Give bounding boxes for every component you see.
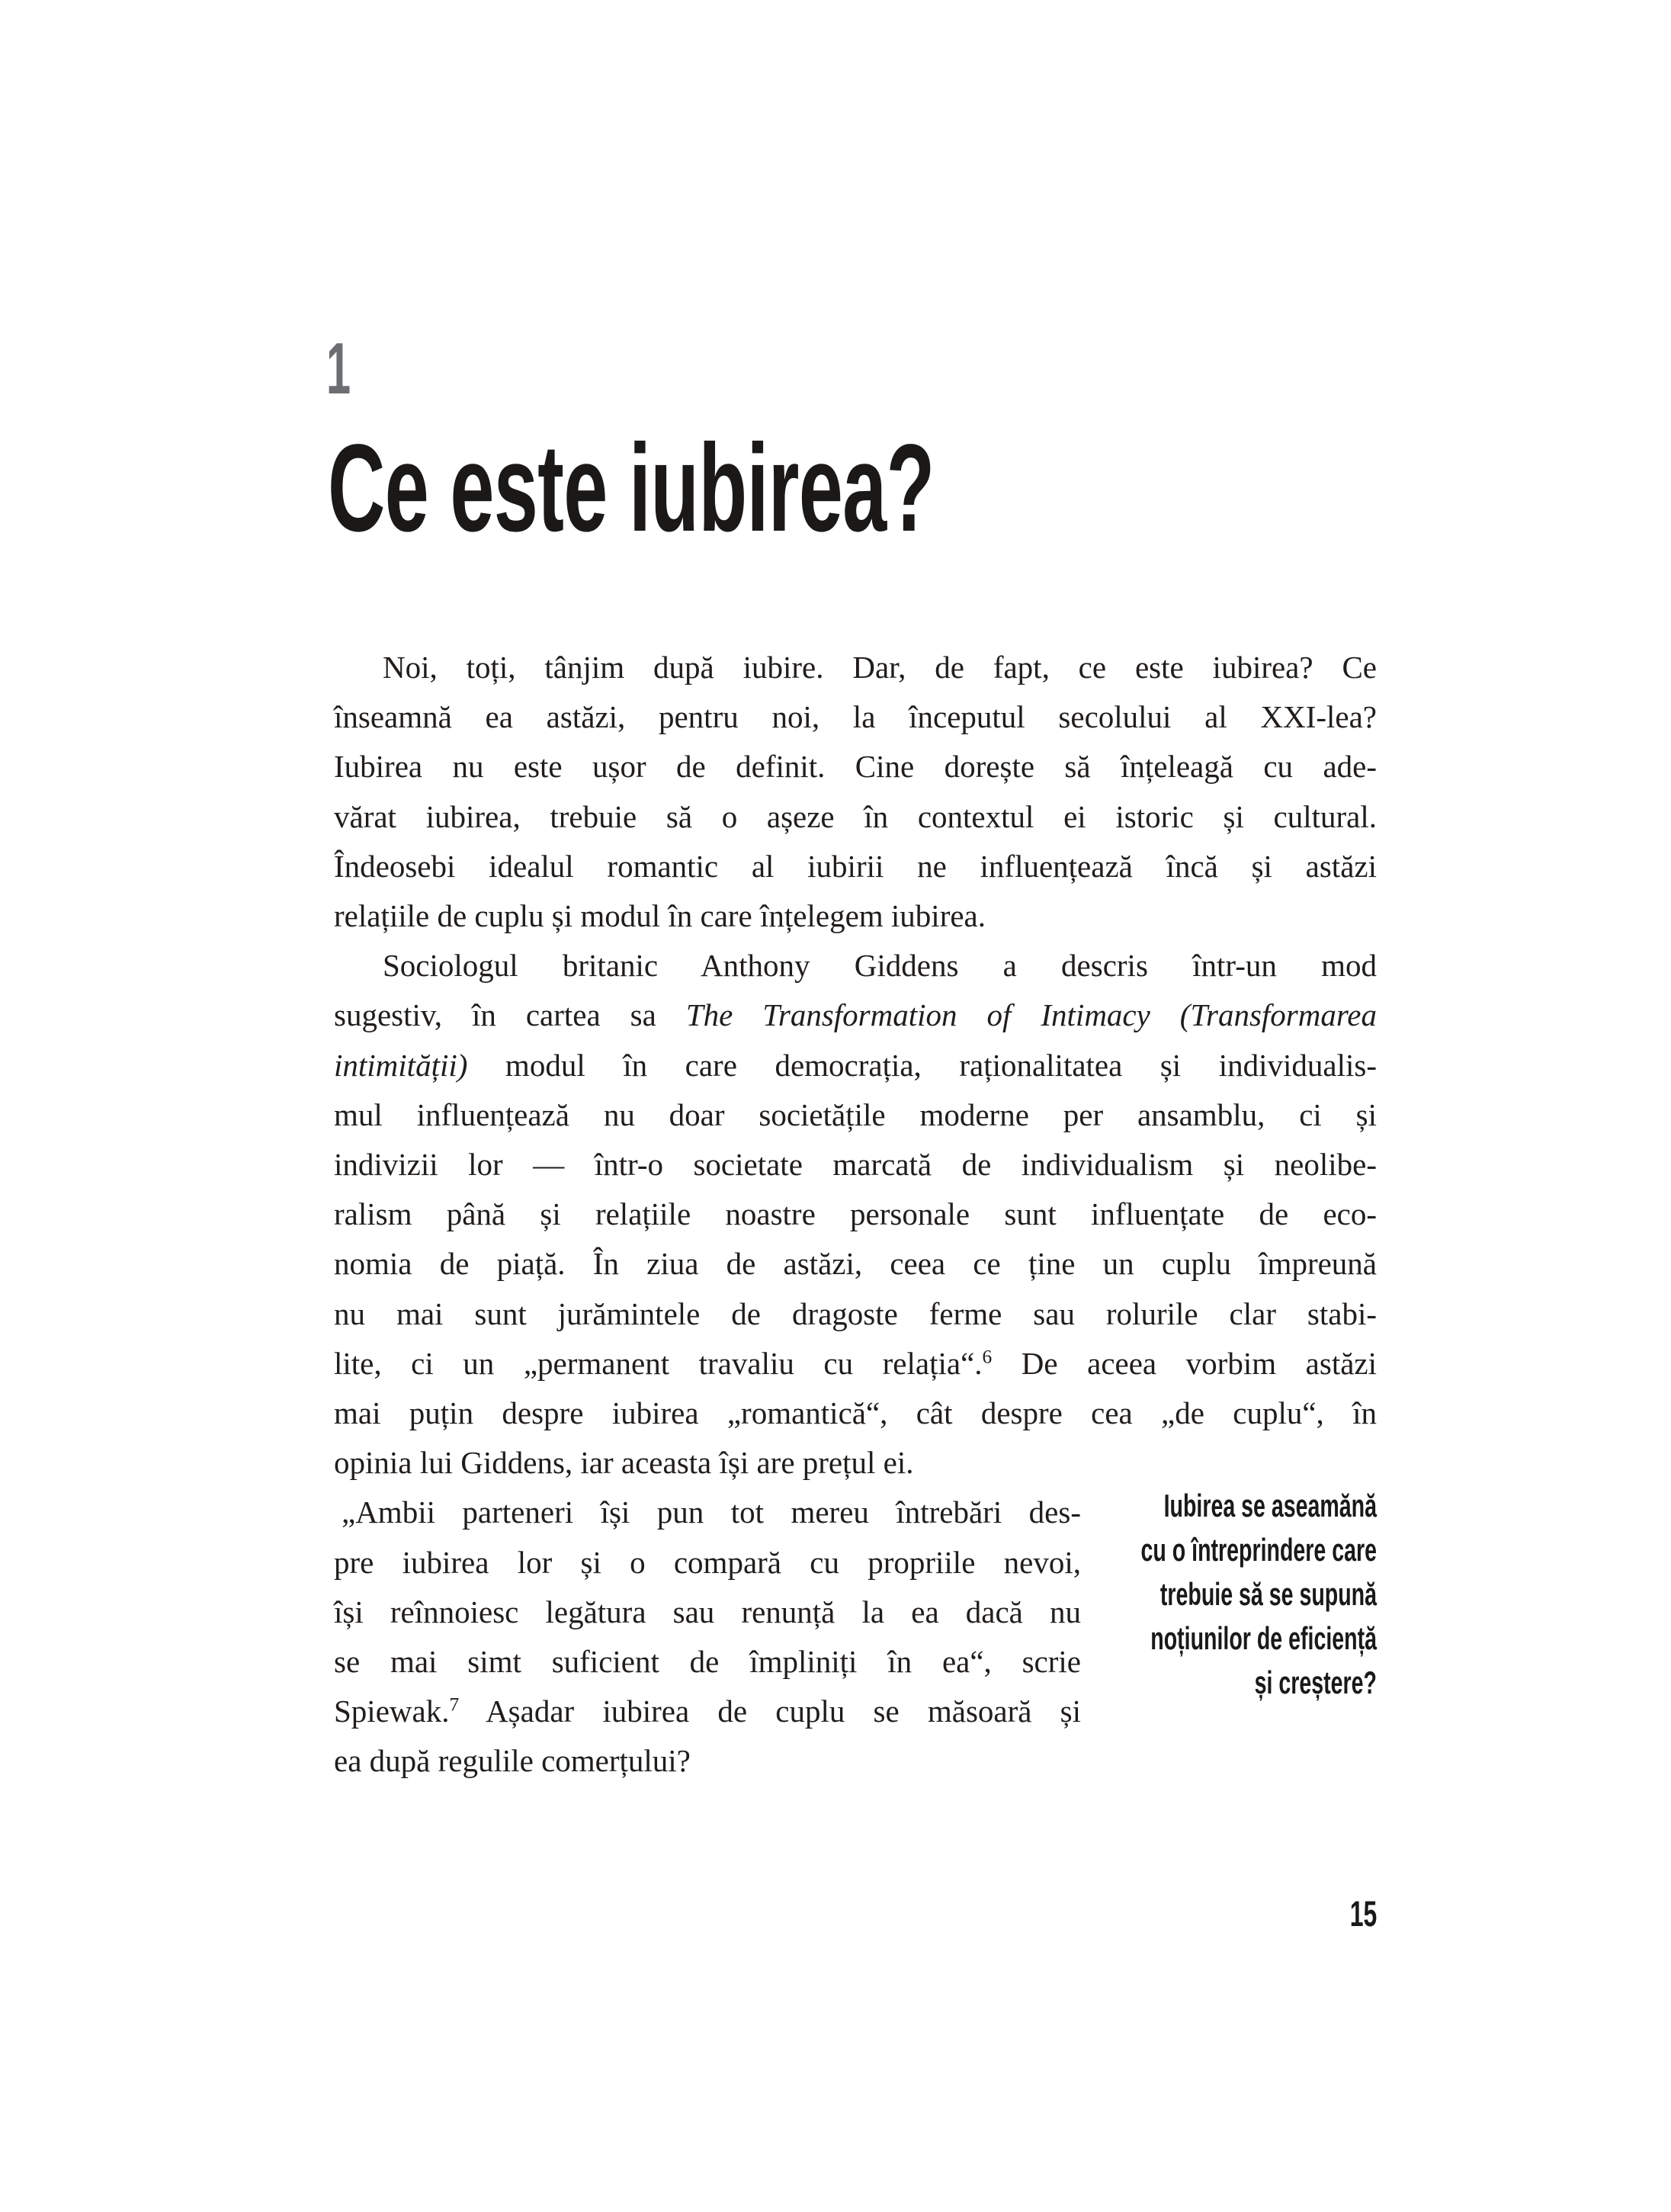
- text-line: ea după regulile comerțului?: [334, 1743, 691, 1779]
- text-line: Iubirea nu este ușor de definit. Cine dorește să înțeleagă cu ade-: [334, 749, 1377, 785]
- text-line: ralism până și relațiile noastre personale sunt influențate de eco-: [334, 1196, 1377, 1232]
- paragraph-2: [334, 941, 1377, 1488]
- text-line: își reînnoiesc legătura sau renunță la ea dacă nu: [334, 1594, 1081, 1629]
- text-line: lite, ci un „permanent travaliu cu relația“.$^6$ De aceea vorbim astăzi: [334, 1345, 1377, 1381]
- margin-note-line: și creștere?: [1254, 1665, 1377, 1701]
- body-text: [334, 643, 1377, 1787]
- text-line: pre iubirea lor și o compară cu propriile nevoi,: [334, 1544, 1081, 1580]
- text-line: Sociologul britanic Anthony Giddens a descris într-un mod: [383, 948, 1377, 984]
- text-line: Îndeosebi idealul romantic al iubirii ne influențează încă și astăzi: [334, 848, 1377, 884]
- chapter-title: Ce este iubirea?: [328, 418, 935, 557]
- margin-note: [1086, 1484, 1377, 1705]
- text-line: nomia de piață. În ziua de astăzi, ceea ce ține un cuplu împreună: [334, 1246, 1377, 1282]
- text-line: Noi, toți, tânjim după iubire. Dar, de fapt, ce este iubirea? Ce: [383, 650, 1377, 685]
- text-line: Spiewak.$^7$ Așadar iubirea de cuplu se măsoară și: [334, 1694, 1081, 1729]
- margin-note-line: trebuie să se supună: [1159, 1576, 1377, 1613]
- paragraph-1: [334, 643, 1377, 941]
- margin-note-line: Iubirea se aseamănă: [1163, 1488, 1377, 1524]
- margin-note-line: noțiunilor de eficiență: [1150, 1620, 1377, 1657]
- text-line: vărat iubirea, trebuie să o așeze în contextul ei istoric și cultural.: [334, 798, 1377, 834]
- text-line: mai puțin despre iubirea „romantică“, cât despre cea „de cuplu“, în: [334, 1395, 1377, 1431]
- text-line: indivizii lor — într-o societate marcată de individualism și neolibe-: [334, 1147, 1377, 1183]
- text-line: nu mai sunt jurămintele de dragoste ferme sau rolurile clar stabi-: [334, 1295, 1377, 1331]
- text-line: relațiile de cuplu și modul în care înțelegem iubirea.: [334, 898, 986, 934]
- chapter-number: 1: [326, 328, 351, 409]
- pullquote-row: [334, 1488, 1377, 1786]
- paragraph-3: [334, 1488, 1081, 1786]
- margin-note-line: cu o întreprindere care: [1140, 1532, 1377, 1568]
- page-number: 15: [1349, 1893, 1377, 1934]
- text-line: „Ambii parteneri își pun tot mereu întrebări des-: [342, 1494, 1081, 1530]
- text-line: sugestiv, în cartea sa The Transformation of Intimacy (Transformarea: [334, 997, 1378, 1033]
- text-line: intimității) modul în care democrația, raționalitatea și individualis-: [334, 1047, 1377, 1083]
- text-line: se mai simt suficient de împliniți în ea“, scrie: [334, 1644, 1081, 1680]
- text-line: mul influențează nu doar societățile moderne per ansamblu, ci și: [334, 1096, 1377, 1132]
- text-line: opinia lui Giddens, iar aceasta își are prețul ei.: [334, 1445, 914, 1481]
- text-line: înseamnă ea astăzi, pentru noi, la începutul secolului al XXI-lea?: [334, 699, 1377, 735]
